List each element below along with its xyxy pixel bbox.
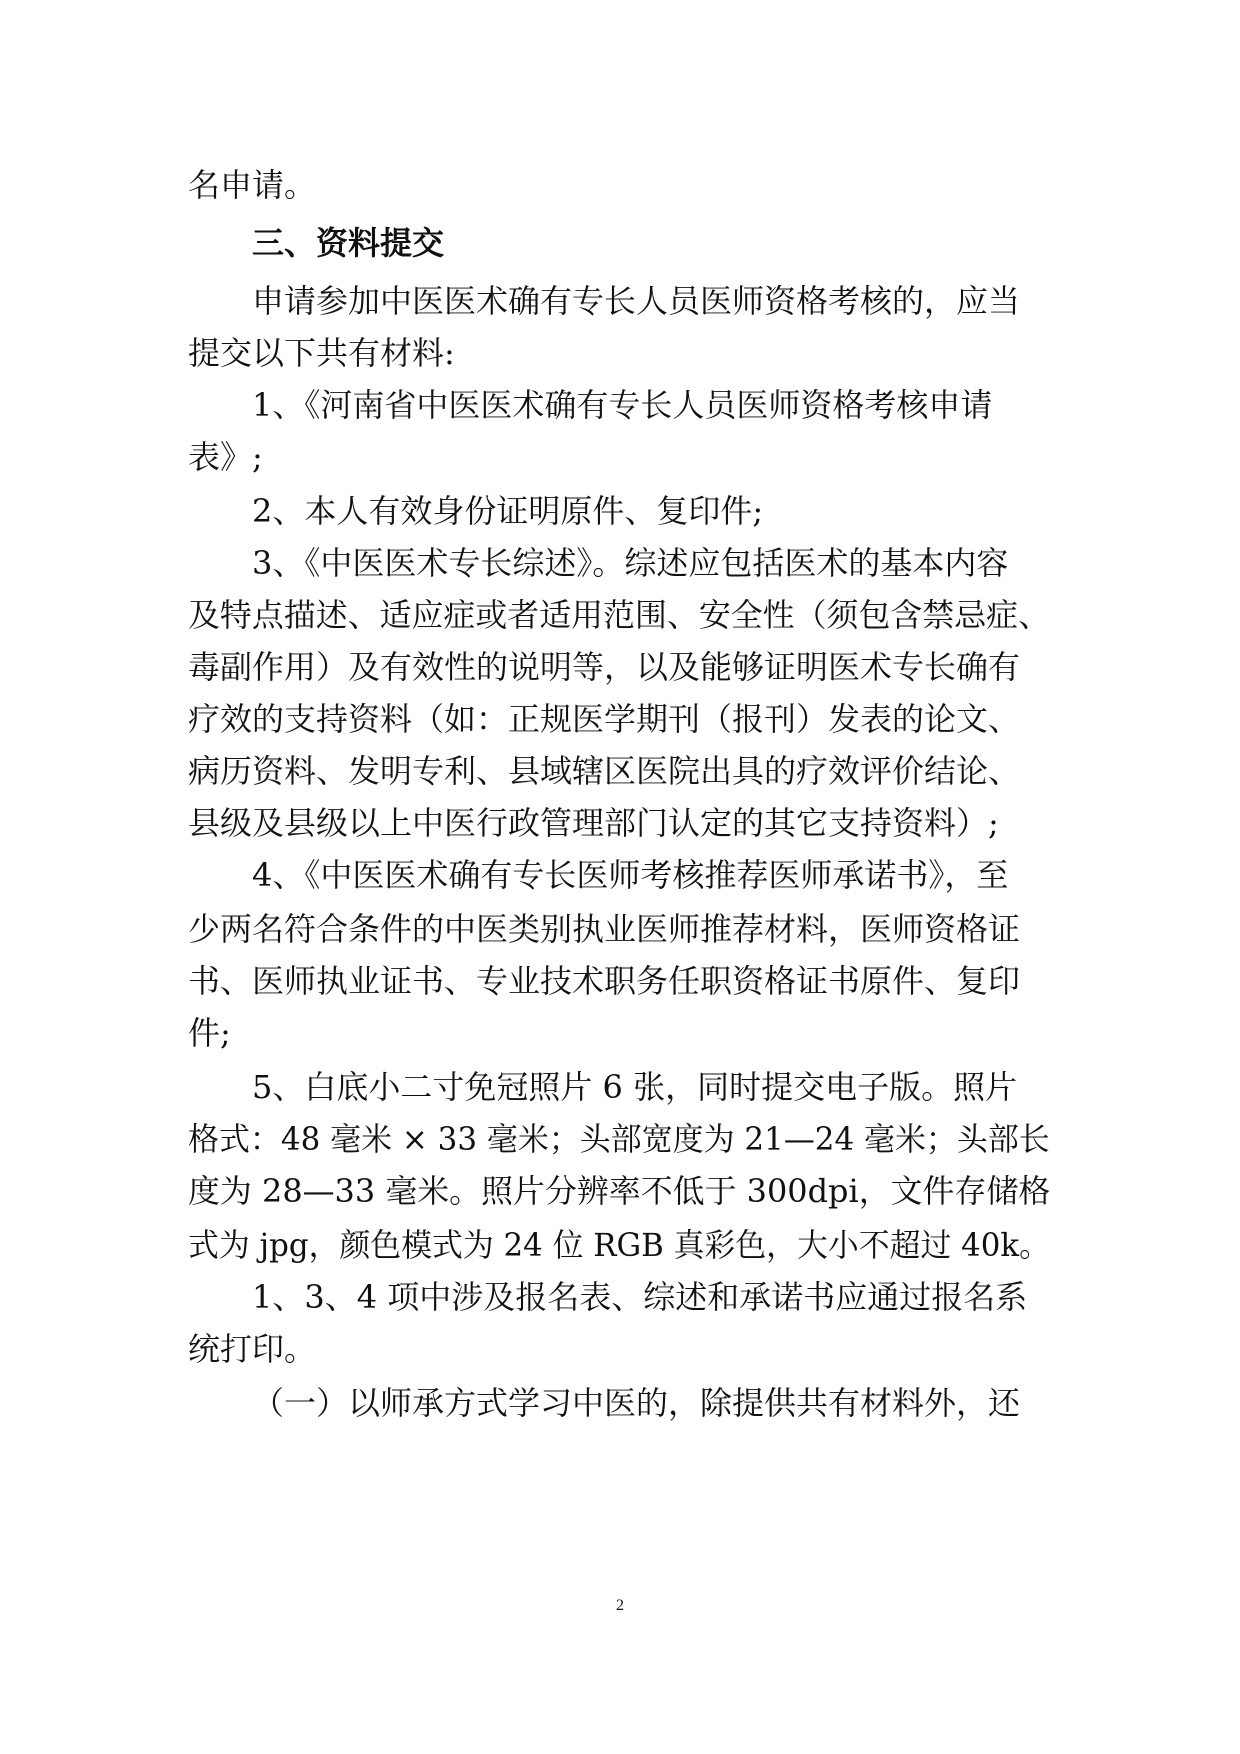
text-line: （一）以师承方式学习中医的，除提供共有材料外，还 [252,1384,1021,1422]
text-line: 表》; [188,438,263,476]
text-line: 少两名符合条件的中医类别执业医师推荐材料，医师资格证 [188,910,1021,948]
text-line: 提交以下共有材料: [188,334,455,372]
section-heading: 三、资料提交 [252,224,445,262]
text-line: 统打印。 [188,1330,317,1368]
text-line: 毒副作用）及有效性的说明等，以及能够证明医术专长确有 [188,648,1021,686]
text-line: 疗效的支持资料（如：正规医学期刊（报刊）发表的论文、 [188,700,1021,738]
text-line: 件; [188,1014,231,1052]
text-line: 格式：48 毫米 × 33 毫米；头部宽度为 21—24 毫米；头部长 [188,1120,1050,1158]
text-line: 1、3、4 项中涉及报名表、综述和承诺书应通过报名系 [252,1278,1028,1316]
text-line: 3、《中医医术专长综述》。综述应包括医术的基本内容 [252,544,1009,582]
text-line: 书、医师执业证书、专业技术职务任职资格证书原件、复印 [188,962,1021,1000]
page-number: 2 [616,1597,624,1614]
text-line: 申请参加中医医术确有专长人员医师资格考核的，应当 [252,282,1021,320]
text-line: 病历资料、发明专利、县域辖区医院出具的疗效评价结论、 [188,752,1021,790]
text-line: 名申请。 [188,166,317,204]
text-line: 5、白底小二寸免冠照片 6 张，同时提交电子版。照片 [252,1068,1018,1106]
text-line: 度为 28—33 毫米。照片分辨率不低于 300dpi，文件存储格 [188,1172,1051,1210]
text-line: 4、《中医医术确有专长医师考核推荐医师承诺书》，至 [252,856,1009,894]
text-line: 2、本人有效身份证明原件、复印件; [252,492,764,530]
text-line: 式为 jpg，颜色模式为 24 位 RGB 真彩色，大小不超过 40k。 [188,1226,1050,1264]
text-line: 县级及县级以上中医行政管理部门认定的其它支持资料）; [188,804,999,842]
text-line: 1、《河南省中医医术确有专长人员医师资格考核申请 [252,386,993,424]
text-line: 及特点描述、适应症或者适用范围、安全性（须包含禁忌症、 [188,596,1051,634]
